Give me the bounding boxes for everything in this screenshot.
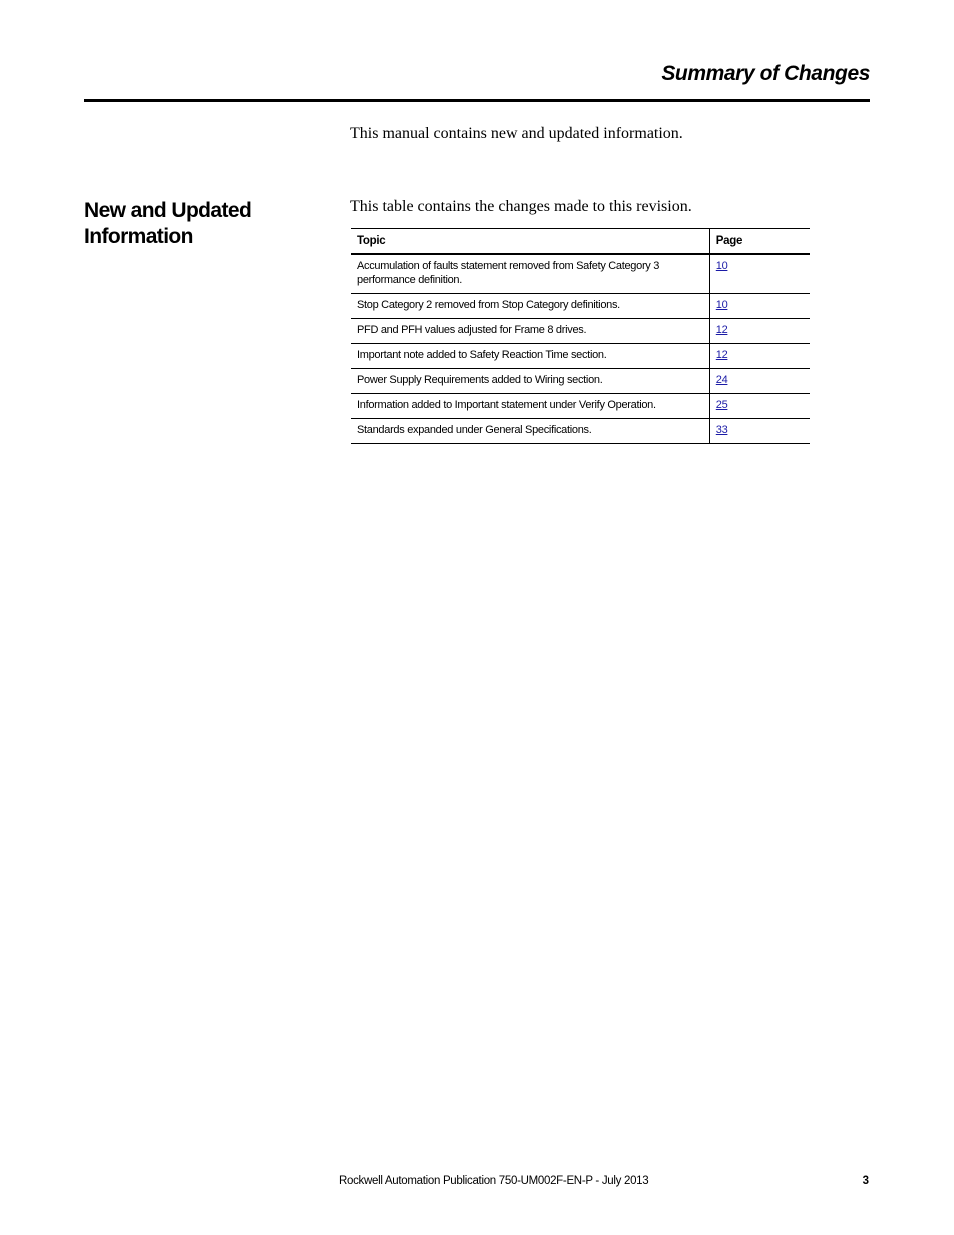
topic-cell: Information added to Important statement under Verify Operation.	[351, 394, 709, 419]
page-cell	[709, 344, 810, 369]
page-link[interactable]: 12	[715, 349, 728, 361]
page-cell	[709, 394, 810, 419]
changes-table	[351, 228, 810, 444]
page-link[interactable]: 12	[715, 324, 728, 336]
page-link[interactable]: 25	[715, 399, 728, 411]
table-intro-text: This table contains the changes made to this revision.	[350, 198, 692, 215]
page-link[interactable]: 10	[715, 260, 728, 272]
page-title: Summary of Changes	[661, 62, 870, 85]
table-row	[351, 394, 810, 419]
page-cell	[709, 369, 810, 394]
section-heading-line2: Information	[84, 225, 193, 248]
topic-cell: Important note added to Safety Reaction Time section.	[351, 344, 709, 369]
page-link[interactable]: 33	[715, 424, 728, 436]
page-cell	[709, 419, 810, 444]
table-row	[351, 369, 810, 394]
page-cell	[709, 254, 810, 294]
topic-cell: Stop Category 2 removed from Stop Category definitions.	[351, 294, 709, 319]
table-row	[351, 344, 810, 369]
section-heading	[84, 198, 304, 250]
footer-page-number: 3	[862, 1175, 869, 1187]
intro-text: This manual contains new and updated information.	[350, 125, 683, 142]
table-row	[351, 254, 810, 294]
page-cell	[709, 294, 810, 319]
topic-cell: Accumulation of faults statement removed from Safety Category 3 performance definition.	[351, 254, 709, 294]
section-heading-line1: New and Updated	[84, 199, 252, 222]
topic-cell: PFD and PFH values adjusted for Frame 8 drives.	[351, 319, 709, 344]
table-row	[351, 319, 810, 344]
column-header-page: Page	[709, 229, 810, 255]
page-cell	[709, 319, 810, 344]
footer-publication: Rockwell Automation Publication 750-UM002F-EN-P - July 2013	[339, 1175, 649, 1187]
page-link[interactable]: 10	[715, 299, 728, 311]
table-row	[351, 419, 810, 444]
column-header-topic: Topic	[351, 229, 709, 255]
title-rule	[84, 99, 870, 102]
topic-cell: Standards expanded under General Specifications.	[351, 419, 709, 444]
topic-cell: Power Supply Requirements added to Wiring section.	[351, 369, 709, 394]
table-header-row	[351, 229, 810, 255]
table-row	[351, 294, 810, 319]
page-link[interactable]: 24	[715, 374, 728, 386]
